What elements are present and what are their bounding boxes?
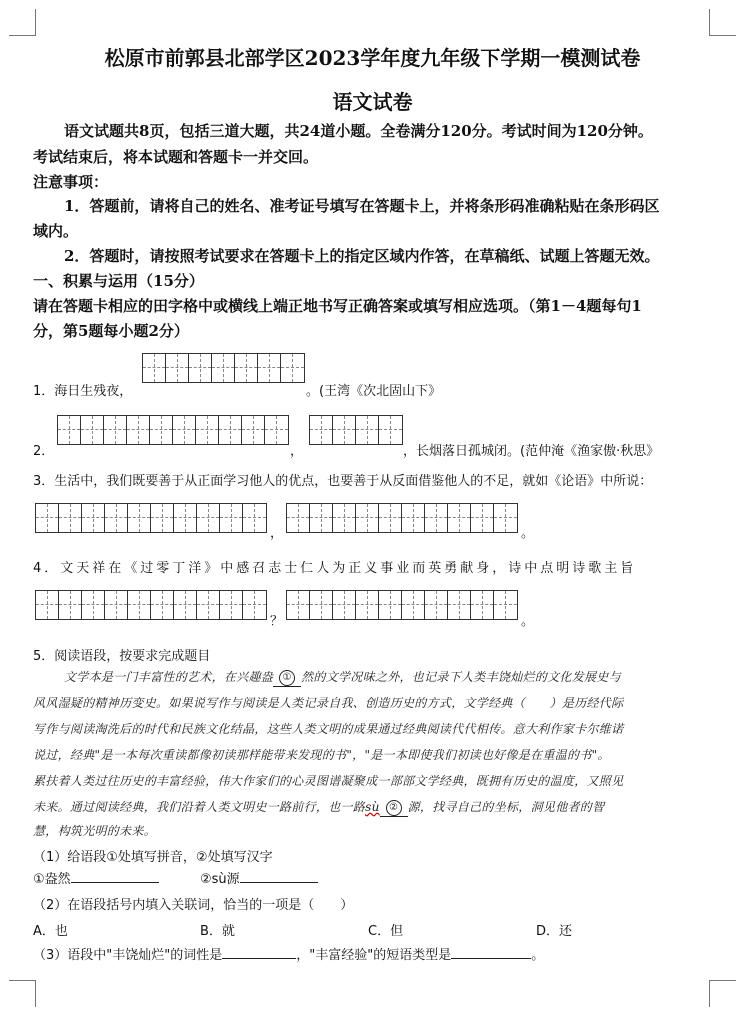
q3-answer-grid-2[interactable] <box>286 503 518 533</box>
passage-line-2: 风风湿疑的精神历变史。如果说写作与阅读是人类记录自我、创造历史的方式，文学经典（ ）是历经代际 <box>33 696 624 710</box>
q4-text: 4．文天祥在《过零丁洋》中感召志士仁人为正义事业而英勇献身，诗中点明诗歌主旨 <box>33 561 637 576</box>
exam-title: 松原市前郭县北部学区2023学年度九年级下学期一模测试卷 <box>104 46 641 70</box>
crop-mark-bottom-right <box>709 980 736 1007</box>
section-heading: 一、积累与运用（15分） <box>33 272 204 290</box>
circled-number: ② <box>386 800 402 816</box>
answer-blank-3[interactable] <box>222 946 296 959</box>
q4-end: 。 <box>521 614 535 629</box>
q2-mid: ， <box>290 444 304 459</box>
intro-line-2: 考试结束后，将本试题和答题卡一并交回。 <box>33 148 319 166</box>
exam-subtitle: 语文试卷 <box>332 90 413 114</box>
q2-prefix: 2． <box>33 444 55 459</box>
q2-answer-grid-1[interactable] <box>57 415 289 445</box>
answer-blank-4[interactable] <box>451 946 531 959</box>
q5-heading: 5．阅读语段，按要求完成题目 <box>33 649 211 664</box>
subq-1: （1）给语段①处填写拼音，②处填写汉字 <box>33 850 273 865</box>
q1-suffix: 。(王湾《次北固山下》 <box>306 384 442 399</box>
subq-3 <box>33 944 544 963</box>
option-c[interactable]: C．但 <box>368 924 404 939</box>
notice-1b: 域内。 <box>33 222 79 240</box>
question-text: （3）语段中"丰饶灿烂"的词性是 <box>33 948 223 963</box>
subq-1-a <box>33 868 159 887</box>
question-text: ，"丰富经验"的短语类型是 <box>296 948 452 963</box>
passage-line-3: 写作与阅读淘洗后的时代和民族文化结晶，这些人类文明的成果通过经典阅读代代相传。意大利作家卡尔维诺 <box>33 722 624 736</box>
section-instruction-a: 请在答题卡相应的田字格中或横线上端正地书写正确答案或填写相应选项。（第1－4题每句1 <box>33 297 642 315</box>
passage-text: 未来。通过阅读经典，我们沿着人类文明史一路前行，也一路 <box>33 800 366 814</box>
crop-mark-bottom-left <box>9 980 36 1007</box>
passage-text: 源，找寻自己的坐标，洞见他者的智 <box>407 800 605 814</box>
passage-line-4: 说过，经典"是一本每次重读都像初读那样能带来发现的书"，"是一本即使我们初读也好像是在重温的书"。 <box>33 748 610 762</box>
circled-number: ① <box>279 670 295 686</box>
answer-blank-2[interactable] <box>240 870 318 883</box>
blank-1 <box>273 670 301 687</box>
q4-mid: ？ <box>270 614 284 629</box>
answer-label: ①盎然 <box>33 872 71 887</box>
q1-answer-grid[interactable] <box>142 353 305 383</box>
subq-2: （2）在语段括号内填入关联词，恰当的一项是（ ） <box>33 898 354 913</box>
passage-text: 然的文学况味之外，也记录下人类丰饶灿烂的文化发展史与 <box>301 670 621 684</box>
q2-suffix: ，长烟落日孤城闭。(范仲淹《渔家傲·秋思》 <box>403 444 660 459</box>
q3-text: 3．生活中，我们既要善于从正面学习他人的优点，也要善于从反面借鉴他人的不足，就如《论语》中所说： <box>33 474 653 489</box>
notice-1a: 1．答题前，请将自己的姓名、准考证号填写在答题卡上，并将条形码准确粘贴在条形码区 <box>64 197 660 215</box>
passage-text: 文学本是一门丰富性的艺术，在兴趣盎 <box>64 670 274 684</box>
passage-line-6 <box>33 798 604 817</box>
notice-2: 2．答题时，请按照考试要求在答题卡上的指定区域内作答，在草稿纸、试题上答题无效。 <box>64 247 660 265</box>
passage-line-7: 慧，构筑光明的未来。 <box>33 824 157 838</box>
q3-answer-grid-1[interactable] <box>35 503 267 533</box>
q3-end: 。 <box>521 526 535 541</box>
q4-answer-grid-1[interactable] <box>35 590 267 620</box>
blank-2 <box>380 800 408 817</box>
q4-answer-grid-2[interactable] <box>286 590 518 620</box>
option-a[interactable]: A．也 <box>33 924 68 939</box>
passage-line-1 <box>64 668 621 687</box>
notice-title: 注意事项： <box>33 173 109 191</box>
crop-mark-top-right <box>709 9 736 36</box>
answer-label: ②sù源 <box>200 872 240 887</box>
answer-blank-1[interactable] <box>71 870 159 883</box>
subq-1-b <box>200 868 318 887</box>
q2-answer-grid-2[interactable] <box>309 415 403 445</box>
q1-prefix: 1．海日生残夜， <box>33 384 133 399</box>
option-d[interactable]: D．还 <box>536 924 573 939</box>
question-text: 。 <box>531 948 545 963</box>
q3-mid: ， <box>270 526 284 541</box>
section-instruction-b: 分，第5题每小题2分） <box>33 322 189 340</box>
crop-mark-top-left <box>9 9 36 36</box>
option-b[interactable]: B．就 <box>200 924 235 939</box>
pinyin-su: sù <box>365 800 380 814</box>
intro-line-1: 语文试题共8页，包括三道大题，共24道小题。全卷满分120分。考试时间为120分钟。 <box>64 122 653 140</box>
passage-line-5: 累扶着人类过往历史的丰富经验，伟大作家们的心灵图谱凝聚成一部部文学经典，既拥有历史的温度，又照见 <box>33 774 624 788</box>
